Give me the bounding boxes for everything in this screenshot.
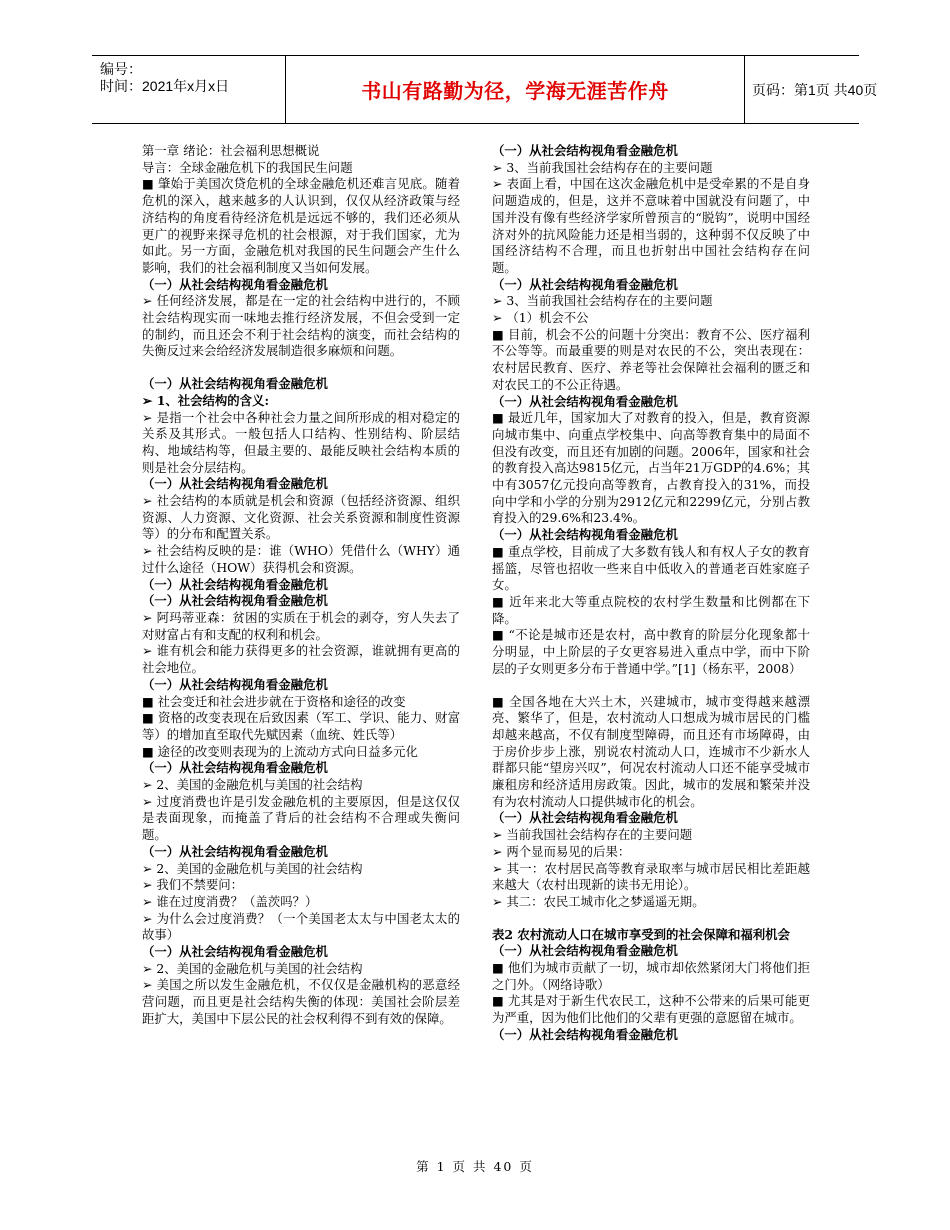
section-heading (142, 577, 460, 594)
body-paragraph (492, 327, 810, 394)
arrow-bullet-icon: ➢ (142, 860, 153, 876)
arrow-bullet-icon: ➢ (142, 777, 153, 793)
section-heading (142, 593, 460, 610)
page-footer: 第 1 页 共 40 页 (416, 1159, 534, 1174)
paragraph-text: （一）从社会结构视角看金融危机 (142, 944, 328, 960)
paragraph-text: （一）从社会结构视角看金融危机 (142, 476, 328, 492)
paragraph-text: 任何经济发展，都是在一定的社会结构中进行的，不顾社会结构现实而一味地去推行经济发展，不但会受到一定的制约，而且还会不利于社会结构的演变，而社会结构的失衡反过来会给经济发展制造很多麻烦和问题。 (142, 293, 460, 359)
arrow-bullet-icon: ➢ (492, 860, 503, 876)
section-heading (492, 927, 810, 944)
paragraph-text: 2、美国的金融危机与美国的社会结构 (152, 960, 363, 976)
body-paragraph (142, 894, 460, 911)
section-heading (142, 393, 460, 410)
body-paragraph (492, 960, 810, 993)
square-bullet-icon: ■ (142, 176, 154, 192)
paragraph-text: 尤其是对于新生代农民工，这种不公带来的后果可能更为严重，因为他们比他们的父辈有更强的意愿留在城市。 (492, 993, 810, 1026)
body-paragraph (142, 977, 460, 1027)
paragraph-text: 途径的改变则表现为的上流动方式向日益多元化 (153, 743, 418, 759)
paragraph-text: 全国各地在大兴土木，兴建城市，城市变得越来越漂亮、繁华了，但是，农村流动人口想成为城市居民的门槛却越来越高，不仅有制度型障碍，而且还有市场障碍，由于房价步步上涨，别说农村流动人口，连城市不少新水人群都只能“望房兴叹”，何况农村流动人口还不能享受城市廉租房和经济适用房政策。因此，城市的发展和繁荣并没有为农村流动人口提供城市化的机会。 (492, 693, 810, 809)
header-motto-cell (285, 56, 745, 123)
section-heading (492, 810, 810, 827)
right-column (492, 143, 810, 1044)
paragraph-text: （一）从社会结构视角看金融危机 (492, 943, 678, 959)
square-bullet-icon: ■ (492, 410, 504, 426)
section-heading (142, 944, 460, 961)
paragraph-text: 重点学校，目前成了大多数有钱人和有权人子女的教育摇篮，尽管也招收一些来自中低收入的普通老百姓家庭子女。 (492, 543, 810, 593)
arrow-bullet-icon: ➢ (142, 543, 153, 559)
body-paragraph (142, 794, 460, 844)
section-heading (142, 844, 460, 861)
section-heading (492, 394, 810, 411)
paragraph-text: 2、美国的金融危机与美国的社会结构 (152, 860, 363, 876)
paragraph-text: 资格的改变表现在后致因素（军工、学识、能力、财富等）的增加直至取代先赋因素（血统、姓氏等） (142, 710, 460, 742)
body-paragraph (492, 293, 810, 310)
arrow-bullet-icon: ➢ (492, 159, 503, 175)
section-heading (492, 143, 810, 160)
body-paragraph (142, 777, 460, 794)
square-bullet-icon: ■ (492, 960, 504, 976)
paragraph-spacer (142, 360, 460, 376)
paragraph-text: 表2 农村流动人口在城市享受到的社会保障和福利机会 (492, 926, 790, 942)
body-paragraph (492, 160, 810, 177)
paragraph-text: （一）从社会结构视角看金融危机 (492, 810, 678, 826)
paragraph-text: 表面上看，中国在这次金融危机中是受牵累的不是自身问题造成的，但是，这并不意味着中国就没有问题了，中国并没有像有些经济学家所曾预言的“脱钩”，说明中国经济对外的抗风险能力还是相当弱的，这种弱不仅反映了中国经济结构不合理，而且也折射出中国社会结构存在问题。 (492, 176, 810, 275)
square-bullet-icon: ■ (142, 693, 154, 709)
paragraph-text: 我们不禁要问： (152, 877, 244, 893)
paragraph-text: 其二：农民工城市化之梦遥遥无期。 (502, 893, 705, 909)
paragraph-text: 为什么会过度消费？（一个美国老太太与中国老太太的故事） (142, 910, 460, 943)
paragraph-text: 美国之所以发生金融危机，不仅仅是金融机构的恶意经营问题，而且更是社会结构失衡的体现：美国社会阶层差距扩大，美国中下层公民的社会权利得不到有效的保障。 (142, 977, 460, 1026)
paragraph-text: （一）从社会结构视角看金融危机 (142, 376, 328, 392)
paragraph-text: （一）从社会结构视角看金融危机 (142, 593, 328, 609)
arrow-bullet-icon: ➢ (492, 293, 503, 309)
section-heading (492, 943, 810, 960)
paragraph-text: 1、社会结构的含义: (152, 392, 270, 408)
arrow-bullet-icon: ➢ (142, 293, 153, 309)
body-paragraph (142, 877, 460, 894)
body-paragraph (142, 160, 460, 177)
body-paragraph (492, 594, 810, 627)
paragraph-text: 谁有机会和能力获得更多的社会资源，谁就拥有更高的社会地位。 (142, 643, 460, 676)
paragraph-text: 当前我国社会结构存在的主要问题 (502, 827, 693, 843)
section-heading (492, 277, 810, 294)
body-paragraph (492, 861, 810, 894)
left-column (142, 143, 460, 1028)
paragraph-text: 两个显而易见的后果： (502, 843, 631, 859)
body-paragraph (492, 844, 810, 861)
paragraph-text: 最近几年，国家加大了对教育的投入，但是，教育资源向城市集中、向重点学校集中、向高等教育集中的局面不但没有改变，而且还有加剧的问题。2006年，国家和社会的教育投入高达9815亿元，占当年21万GDP的4.6%；其中有3057亿元投向高等教育，占教育投入的31%，而投向中学和小学的分别为2912亿元和2299亿元，分别占教育投入的29.6%和23.4%。 (492, 410, 810, 526)
body-paragraph (492, 894, 810, 911)
paragraph-text: （一）从社会结构视角看金融危机 (142, 576, 328, 592)
arrow-bullet-icon: ➢ (142, 893, 153, 909)
body-paragraph (142, 293, 460, 360)
paragraph-text: 第一章 绪论：社会福利思想概说 (142, 143, 320, 158)
body-paragraph (142, 710, 460, 743)
paragraph-text: （一）从社会结构视角看金融危机 (492, 1026, 678, 1042)
arrow-bullet-icon: ➢ (142, 793, 153, 809)
arrow-bullet-icon: ➢ (142, 493, 153, 509)
paragraph-text: （一）从社会结构视角看金融危机 (142, 760, 328, 776)
body-paragraph (142, 744, 460, 761)
paragraph-text: （一）从社会结构视角看金融危机 (142, 676, 328, 692)
paragraph-text: 肇始于美国次贷危机的全球金融危机还难言见底。随着危机的深入，越来越多的人认识到，仅仅从经济政策与经济结构的角度看待经济危机是远远不够的，我们还必须从更广的视野来探寻危机的社会根源，对于我们国家，尤为如此。另一方面，金融危机对我国的民生问题会产生什么影响，我们的社会福利制度又当如何发展。 (142, 176, 460, 275)
square-bullet-icon: ■ (492, 693, 505, 709)
arrow-bullet-icon: ➢ (142, 643, 153, 659)
section-heading (142, 376, 460, 393)
body-paragraph (142, 493, 460, 543)
paragraph-text: 是指一个社会中各种社会力量之间所形成的相对稳定的关系及其形式。一般包括人口结构、性别结构、阶层结构、地域结构等，但最主要的、最能反映社会结构本质的则是社会分层结构。 (142, 409, 460, 475)
body-paragraph (492, 410, 810, 527)
paragraph-text: （1）机会不公 (502, 310, 589, 326)
body-paragraph (142, 961, 460, 978)
paragraph-text: “不论是城市还是农村，高中教育的阶层分化现象都十分明显，中上阶层的子女更容易进入重点中学，而中下阶层的子女则更多分布于普通中学。”[1]（杨东平，2008） (492, 627, 810, 676)
arrow-bullet-icon: ➢ (492, 310, 503, 326)
body-paragraph (142, 543, 460, 576)
body-paragraph (492, 694, 810, 811)
paragraph-text: 近年来北大等重点院校的农村学生数量和比例都在下降。 (492, 593, 810, 626)
body-paragraph (142, 410, 460, 477)
paragraph-text: 其一：农村居民高等教育录取率与城市居民相比差距越来越大（农村出现新的读书无用论）。 (492, 860, 810, 893)
paragraph-text: 社会变迁和社会进步就在于资格和途径的改变 (153, 693, 406, 709)
arrow-bullet-icon: ➢ (492, 843, 503, 859)
body-paragraph (142, 911, 460, 944)
arrow-bullet-icon: ➢ (142, 609, 153, 625)
arrow-bullet-icon: ➢ (142, 977, 153, 993)
square-bullet-icon: ■ (492, 543, 504, 559)
paragraph-text: 目前，机会不公的问题十分突出：教育不公、医疗福利不公等等。而最重要的则是对农民的不公，突出表现在：农村居民教育、医疗、养老等社会保障社会福利的匮乏和对农民工的不公正待遇。 (492, 326, 810, 392)
paragraph-text: 他们为城市贡献了一切，城市却依然紧闭大门将他们拒之门外。（网络诗歌） (492, 960, 810, 992)
arrow-bullet-icon: ➢ (142, 409, 153, 425)
paragraph-text: （一）从社会结构视角看金融危机 (492, 276, 678, 292)
document-number-label: 编号： (100, 61, 142, 77)
body-paragraph (492, 544, 810, 594)
paragraph-text: 阿玛蒂亚森：贫困的实质在于机会的剥夺，穷人失去了对财富占有和支配的权利和机会。 (142, 609, 460, 642)
arrow-bullet-icon: ➢ (492, 176, 503, 192)
paragraph-text: （一）从社会结构视角看金融危机 (142, 843, 328, 859)
section-heading (492, 1027, 810, 1044)
body-paragraph (142, 143, 460, 160)
paragraph-text: 社会结构的本质就是机会和资源（包括经济资源、组织资源、人力资源、文化资源、社会关系资源和制度性资源等）的分布和配置关系。 (142, 493, 460, 542)
header-page-label: 页码：第1页 共40页 (752, 81, 878, 98)
arrow-bullet-icon: ➢ (142, 877, 153, 893)
document-date-label: 时间：2021年x月x日 (100, 78, 230, 94)
paragraph-text: 3、当前我国社会结构存在的主要问题 (502, 159, 713, 175)
paragraph-text: 导言：全球金融危机下的我国民生问题 (142, 159, 353, 175)
section-heading (142, 476, 460, 493)
body-paragraph (492, 310, 810, 327)
arrow-bullet-icon: ➢ (492, 893, 503, 909)
body-paragraph (492, 827, 810, 844)
body-paragraph (142, 643, 460, 676)
paragraph-text: （一）从社会结构视角看金融危机 (492, 393, 678, 409)
arrow-bullet-icon: ➢ (142, 960, 153, 976)
header-meta-cell (92, 56, 285, 123)
section-heading (142, 760, 460, 777)
paragraph-text: 2、美国的金融危机与美国的社会结构 (152, 777, 363, 793)
paragraph-text: 3、当前我国社会结构存在的主要问题 (502, 293, 713, 309)
body-paragraph (142, 610, 460, 643)
square-bullet-icon: ■ (142, 743, 154, 759)
arrow-bullet-icon: ➢ (142, 910, 153, 926)
paragraph-text: 社会结构反映的是：谁（WHO）凭借什么（WHY）通过什么途径（HOW）获得机会和资源。 (142, 543, 460, 575)
paragraph-text: 谁在过度消费？（盖茨吗？） (152, 893, 318, 909)
body-paragraph (492, 993, 810, 1026)
paragraph-text: （一）从社会结构视角看金融危机 (142, 276, 328, 292)
page-header (92, 55, 878, 124)
section-heading (492, 527, 810, 544)
header-page-cell (744, 56, 878, 123)
body-paragraph (142, 694, 460, 711)
square-bullet-icon: ■ (142, 710, 154, 726)
section-heading (142, 677, 460, 694)
paragraph-text: （一）从社会结构视角看金融危机 (492, 143, 678, 158)
square-bullet-icon: ■ (492, 627, 505, 643)
arrow-bullet-icon: ➢ (492, 827, 503, 843)
paragraph-spacer (492, 911, 810, 927)
paragraph-spacer (492, 678, 810, 694)
body-paragraph (142, 861, 460, 878)
square-bullet-icon: ■ (492, 993, 504, 1009)
body-paragraph (142, 176, 460, 276)
section-heading (142, 277, 460, 294)
header-motto: 书山有路勤为径，学海无涯苦作舟 (361, 81, 669, 103)
square-bullet-icon: ■ (492, 326, 504, 342)
body-paragraph (492, 176, 810, 276)
paragraph-text: （一）从社会结构视角看金融危机 (492, 527, 678, 543)
body-paragraph (492, 627, 810, 677)
square-bullet-icon: ■ (492, 593, 505, 609)
paragraph-text: 过度消费也许是引发金融危机的主要原因，但是这仅仅是表面现象，而掩盖了背后的社会结构不合理或失衡问题。 (142, 793, 460, 843)
arrow-bullet-icon: ➢ (142, 392, 153, 408)
